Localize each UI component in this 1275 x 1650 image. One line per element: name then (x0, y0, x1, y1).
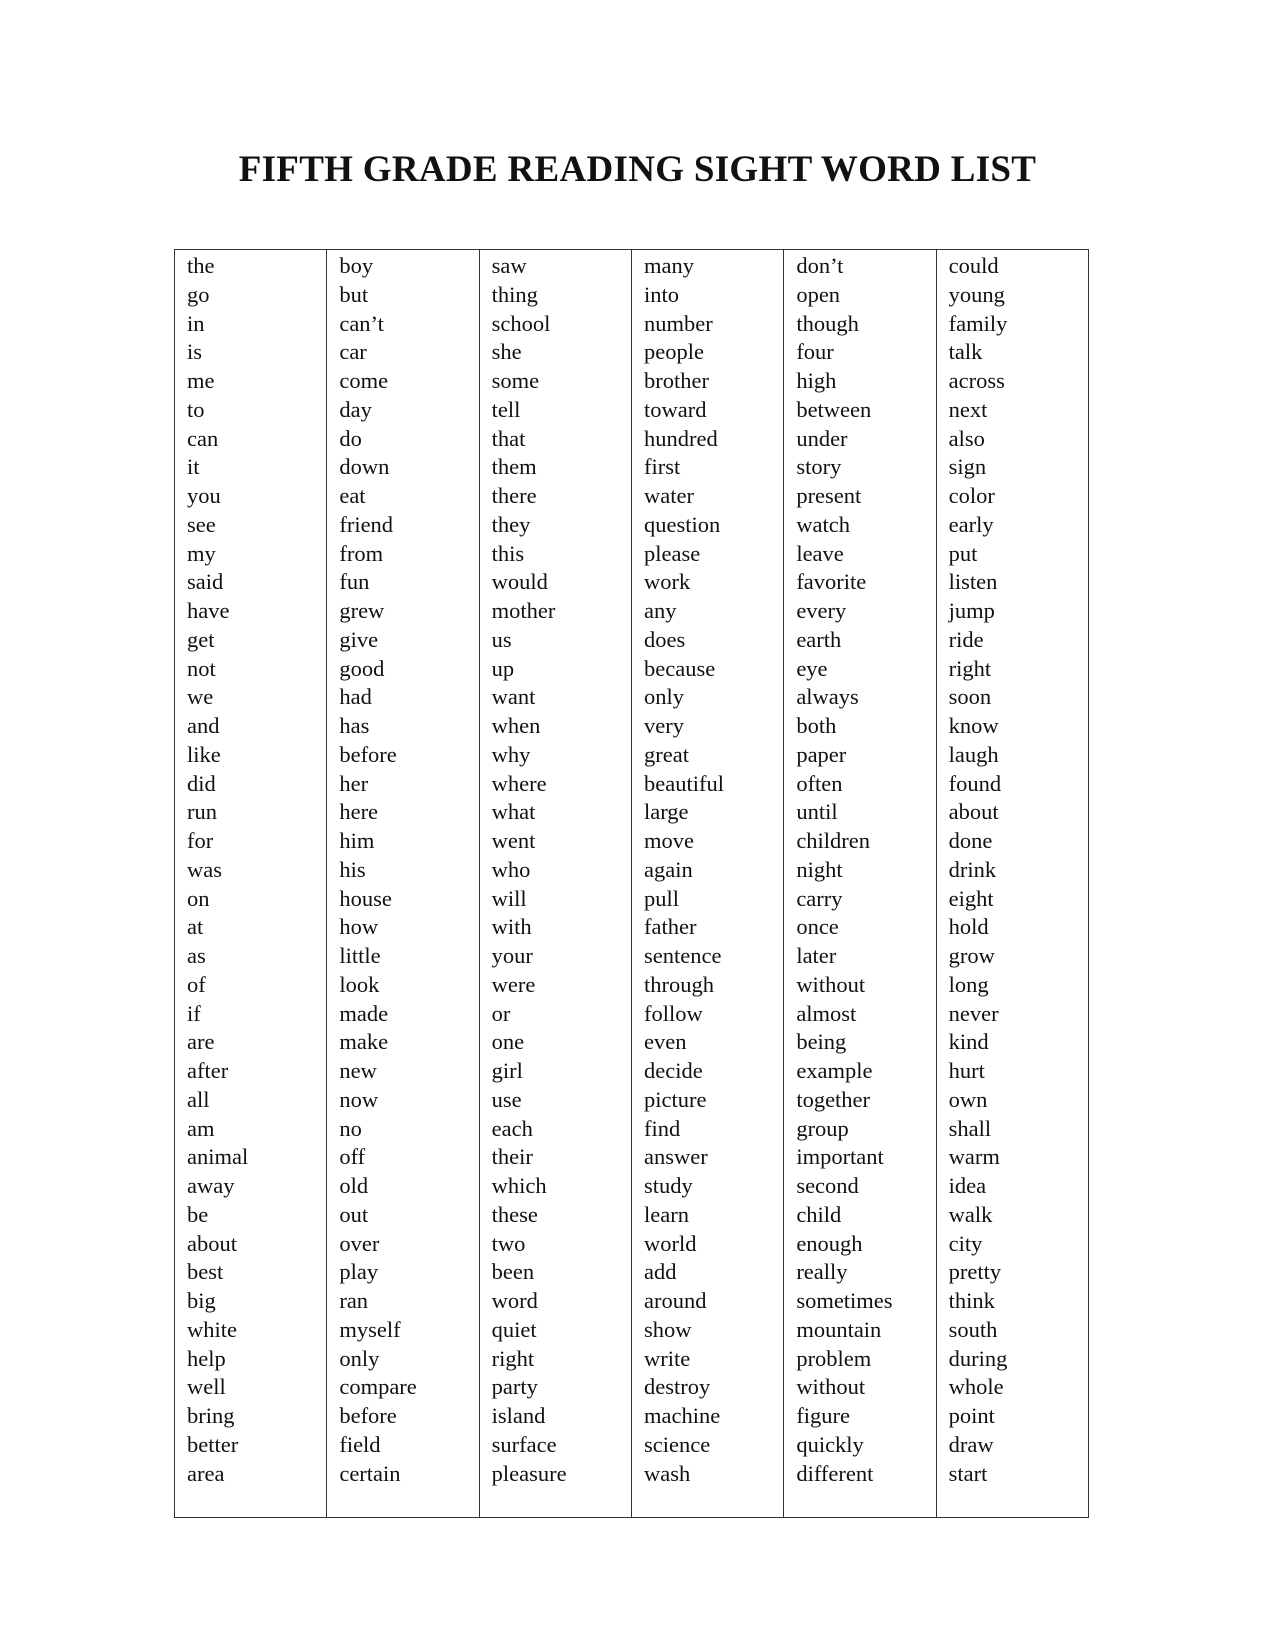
sight-word: we (187, 684, 214, 710)
sight-word: though (796, 310, 859, 336)
sight-word: great (643, 741, 689, 767)
sight-word: listen (948, 569, 998, 595)
sight-word: thing (491, 281, 538, 307)
sight-word: that (491, 425, 526, 451)
sight-word: good (339, 655, 385, 681)
sight-word: house (339, 885, 392, 911)
sight-word: think (948, 1288, 995, 1313)
sight-word: did (187, 770, 216, 796)
word-column-4 (631, 250, 783, 1517)
sight-word: once (796, 914, 839, 940)
sight-word: follow (643, 1000, 703, 1026)
sight-word: animal (187, 1144, 249, 1170)
sight-word: please (643, 540, 701, 566)
word-column-5 (783, 250, 935, 1517)
sight-word: little (339, 943, 381, 968)
sight-word: being (796, 1029, 847, 1055)
sight-word: put (948, 540, 978, 566)
sight-word: were (491, 971, 536, 997)
sight-word: give (339, 626, 379, 652)
sight-word: saw (491, 253, 527, 278)
sight-word: because (643, 655, 716, 681)
sight-word: large (643, 799, 689, 825)
sight-word: destroy (643, 1374, 711, 1400)
sight-word: really (796, 1259, 848, 1285)
sight-word: this (491, 540, 525, 566)
sight-word: eight (948, 885, 994, 911)
sight-word: only (643, 684, 684, 710)
sight-word: hundred (643, 425, 718, 451)
sight-word: shall (948, 1115, 992, 1141)
sight-word: had (339, 684, 372, 710)
sight-word: down (339, 454, 390, 480)
sight-word: quiet (491, 1316, 537, 1342)
sight-word: figure (796, 1403, 851, 1428)
sight-word: off (339, 1144, 366, 1170)
sight-word: girl (491, 1058, 523, 1083)
sight-word: before (339, 741, 397, 767)
sight-word: area (187, 1460, 225, 1486)
sight-word: science (643, 1431, 711, 1457)
sight-word: watch (796, 511, 851, 537)
sight-word: make (339, 1029, 389, 1055)
sight-word: found (948, 770, 1002, 796)
sight-word: story (796, 454, 842, 480)
sight-word: second (796, 1173, 859, 1198)
sight-word: machine (643, 1403, 721, 1428)
sight-word: best (187, 1259, 224, 1285)
sight-word: four (796, 339, 834, 365)
sight-word: boy (339, 253, 374, 278)
sight-word: during (948, 1345, 1008, 1371)
sight-word: move (643, 828, 694, 853)
sight-word: always (796, 684, 859, 710)
sight-word: am (187, 1115, 215, 1141)
sight-word: any (643, 598, 677, 623)
sight-word: day (339, 396, 372, 422)
sight-word: child (796, 1201, 842, 1227)
sight-word: eat (339, 483, 366, 508)
sight-word: pull (643, 885, 679, 911)
sight-word: me (187, 368, 215, 393)
sight-word: mountain (796, 1316, 882, 1342)
sight-word: come (339, 368, 389, 393)
sight-word: warm (948, 1144, 1000, 1170)
sight-word: before (339, 1403, 397, 1428)
sight-word: early (948, 511, 994, 537)
sight-word: him (339, 828, 375, 853)
sight-word: beautiful (643, 770, 724, 796)
sight-word: later (796, 943, 837, 968)
sight-word: through (643, 971, 714, 997)
sight-word: different (796, 1460, 874, 1486)
sight-word: what (491, 799, 536, 825)
sight-word: has (339, 713, 370, 738)
sight-word: open (796, 281, 841, 307)
sight-word: between (796, 396, 872, 422)
sight-word: of (187, 971, 206, 997)
sight-word: water (643, 483, 694, 508)
sight-word: work (643, 569, 691, 595)
sight-word: pleasure (491, 1460, 567, 1486)
sight-word: why (491, 741, 531, 767)
sight-word: myself (339, 1316, 401, 1342)
sight-word: without (796, 1374, 866, 1400)
sight-word: are (187, 1029, 215, 1055)
word-column-3 (479, 250, 631, 1517)
sight-word: went (491, 828, 536, 853)
sight-word: some (491, 368, 540, 393)
sight-word: for (187, 828, 214, 853)
sight-word: grew (339, 598, 385, 623)
sight-word: certain (339, 1460, 401, 1486)
sight-word: about (948, 799, 999, 825)
sight-word: would (491, 569, 548, 595)
sight-word: but (339, 281, 369, 307)
sight-word: city (948, 1230, 983, 1256)
sight-word: school (491, 310, 551, 336)
sight-word: one (491, 1029, 525, 1055)
sight-word: is (187, 339, 203, 365)
sight-word: play (339, 1259, 379, 1285)
sight-word: ran (339, 1288, 369, 1313)
sight-word: under (796, 425, 848, 451)
sight-word: right (948, 655, 992, 681)
sight-word: made (339, 1000, 389, 1026)
sight-word: tell (491, 396, 521, 422)
sight-word: number (643, 310, 713, 336)
sight-word: fun (339, 569, 370, 595)
sight-word: said (187, 569, 224, 595)
sight-word: big (187, 1288, 216, 1313)
sight-word: and (187, 713, 220, 738)
sight-word: look (339, 971, 380, 997)
sight-word: you (187, 483, 221, 508)
sight-word: leave (796, 540, 844, 566)
sight-word: see (187, 511, 216, 537)
sight-word: wash (643, 1460, 691, 1486)
sight-word: use (491, 1086, 522, 1112)
sight-word: point (948, 1403, 995, 1428)
sight-word: sign (948, 454, 987, 480)
sight-word: or (491, 1000, 511, 1026)
sight-word: here (339, 799, 379, 825)
sight-word: into (643, 281, 679, 307)
sight-word: do (339, 425, 362, 451)
sight-word: help (187, 1345, 226, 1371)
sight-word: does (643, 626, 686, 652)
sight-word: question (643, 511, 721, 537)
sight-word: who (491, 856, 531, 882)
sight-word: jump (948, 598, 995, 623)
sight-word: new (339, 1058, 377, 1083)
sight-word: south (948, 1316, 998, 1342)
sight-word: show (643, 1316, 692, 1342)
sight-word: the (187, 253, 215, 278)
sight-word: been (491, 1259, 535, 1285)
sight-word: bring (187, 1403, 235, 1428)
sight-word: present (796, 483, 862, 508)
sight-word: she (491, 339, 522, 365)
sight-word: if (187, 1000, 201, 1026)
sight-word: decide (643, 1058, 703, 1083)
sight-word: they (491, 511, 531, 537)
sight-word: color (948, 483, 995, 508)
sight-word: field (339, 1431, 381, 1457)
sight-word: my (187, 540, 216, 566)
sight-word: idea (948, 1173, 987, 1198)
sight-word: not (187, 655, 216, 681)
sight-word: mother (491, 598, 556, 623)
sight-word: could (948, 253, 999, 278)
sight-word: start (948, 1460, 988, 1486)
sight-word: want (491, 684, 536, 710)
sight-word: laugh (948, 741, 999, 767)
sight-word: about (187, 1230, 237, 1256)
word-column-1 (175, 250, 326, 1517)
sight-word: enough (796, 1230, 863, 1256)
sight-word: draw (948, 1431, 994, 1457)
sight-word: both (796, 713, 837, 738)
sight-word: find (643, 1115, 681, 1141)
sight-word: it (187, 454, 200, 480)
sight-word: eye (796, 655, 828, 681)
sight-word: talk (948, 339, 983, 365)
sight-word: around (643, 1288, 707, 1313)
sight-word: island (491, 1403, 546, 1428)
sight-word: as (187, 943, 206, 968)
sight-word: people (643, 339, 704, 365)
sight-word: only (339, 1345, 380, 1371)
sight-word: word (491, 1288, 538, 1313)
sight-word: picture (643, 1086, 707, 1112)
sight-word: example (796, 1058, 873, 1083)
sight-word: get (187, 626, 215, 652)
sight-word: us (491, 626, 512, 652)
sight-word: there (491, 483, 537, 508)
sight-word: own (948, 1086, 988, 1112)
page-title: FIFTH GRADE READING SIGHT WORD LIST (238, 149, 1037, 190)
sight-word: important (796, 1144, 884, 1170)
sight-word: run (187, 799, 217, 825)
sight-word: problem (796, 1345, 872, 1371)
sight-word: until (796, 799, 838, 825)
sight-word: ride (948, 626, 984, 652)
sight-word: out (339, 1201, 369, 1227)
sight-word: surface (491, 1431, 557, 1457)
sight-word: walk (948, 1201, 993, 1227)
sight-word: world (643, 1230, 697, 1256)
sight-word: which (491, 1173, 547, 1198)
sight-word: young (948, 281, 1005, 307)
sight-word: answer (643, 1144, 708, 1170)
sight-word: done (948, 828, 993, 853)
sight-word: again (643, 856, 693, 882)
sight-word: on (187, 885, 210, 911)
sight-word: carry (796, 885, 843, 911)
sight-word: earth (796, 626, 842, 652)
sight-word: toward (643, 396, 707, 422)
sight-word: car (339, 339, 367, 365)
word-column-2 (326, 250, 478, 1517)
sight-word: group (796, 1115, 849, 1141)
sight-word: without (796, 971, 866, 997)
sight-word: favorite (796, 569, 867, 595)
sight-word: after (187, 1058, 229, 1083)
sight-word: when (491, 713, 541, 738)
sight-word: whole (948, 1374, 1004, 1400)
sight-word: know (948, 713, 999, 738)
sight-word: them (491, 454, 537, 480)
sight-word: even (643, 1029, 687, 1055)
sight-word: father (643, 914, 697, 940)
sight-word: at (187, 914, 204, 940)
sight-word: study (643, 1173, 693, 1198)
sight-word: all (187, 1086, 210, 1112)
word-table (174, 249, 1089, 1518)
sight-word: friend (339, 511, 394, 537)
sight-word: often (796, 770, 843, 796)
sight-word: no (339, 1115, 362, 1141)
sight-word: next (948, 396, 988, 422)
sight-word: quickly (796, 1431, 864, 1457)
sight-word: very (643, 713, 684, 738)
sight-word: almost (796, 1000, 857, 1026)
sight-word: white (187, 1316, 237, 1342)
sight-word: their (491, 1144, 533, 1170)
sight-word: in (187, 310, 205, 336)
sight-word: across (948, 368, 1005, 393)
sight-word: many (643, 253, 694, 278)
sight-word: can (187, 425, 219, 451)
word-column-6 (936, 250, 1088, 1517)
sight-word: soon (948, 684, 992, 710)
sight-word: every (796, 598, 847, 623)
sight-word: was (187, 856, 222, 882)
sight-word: pretty (948, 1259, 1002, 1285)
sight-word: first (643, 454, 681, 480)
sight-word: hold (948, 914, 989, 940)
sight-word: high (796, 368, 837, 393)
sight-word: from (339, 540, 384, 566)
sight-word: these (491, 1201, 538, 1227)
sight-word: how (339, 914, 379, 940)
sight-word: don’t (796, 253, 844, 278)
sight-word: can’t (339, 310, 384, 336)
sight-word: never (948, 1000, 999, 1026)
sight-word: old (339, 1173, 369, 1198)
sight-word: each (491, 1115, 533, 1141)
sight-word: brother (643, 368, 709, 393)
sight-word: better (187, 1431, 239, 1457)
sight-word: paper (796, 741, 847, 767)
sight-word: family (948, 310, 1008, 336)
sight-word: hurt (948, 1058, 985, 1083)
sight-word: party (491, 1374, 538, 1400)
sight-word: night (796, 856, 843, 882)
sight-word: with (491, 914, 532, 940)
sight-word: sentence (643, 943, 722, 968)
sight-word: together (796, 1086, 871, 1112)
sight-word: will (491, 885, 527, 911)
sight-word: right (491, 1345, 535, 1371)
sight-word: well (187, 1374, 226, 1400)
sight-word: two (491, 1230, 526, 1256)
sight-word: where (491, 770, 547, 796)
sight-word: grow (948, 943, 995, 968)
sight-word: also (948, 425, 985, 451)
sight-word: compare (339, 1374, 417, 1400)
sight-word: sometimes (796, 1288, 893, 1313)
sight-word: long (948, 971, 989, 997)
sight-word: your (491, 943, 533, 968)
sight-word: her (339, 770, 369, 796)
sight-word: up (491, 655, 515, 681)
sight-word: to (187, 396, 205, 422)
sight-word: add (643, 1259, 677, 1285)
sight-word: go (187, 281, 210, 307)
sight-word: away (187, 1173, 235, 1198)
sight-word: drink (948, 856, 997, 882)
sight-word: kind (948, 1029, 989, 1055)
sight-word: have (187, 598, 230, 623)
sight-word: over (339, 1230, 380, 1256)
sight-word: his (339, 856, 366, 882)
sight-word: children (796, 828, 871, 853)
sight-word: write (643, 1345, 691, 1371)
sight-word: like (187, 741, 221, 767)
sight-word: be (187, 1201, 209, 1227)
sight-word: learn (643, 1201, 689, 1227)
sight-word: now (339, 1086, 379, 1112)
